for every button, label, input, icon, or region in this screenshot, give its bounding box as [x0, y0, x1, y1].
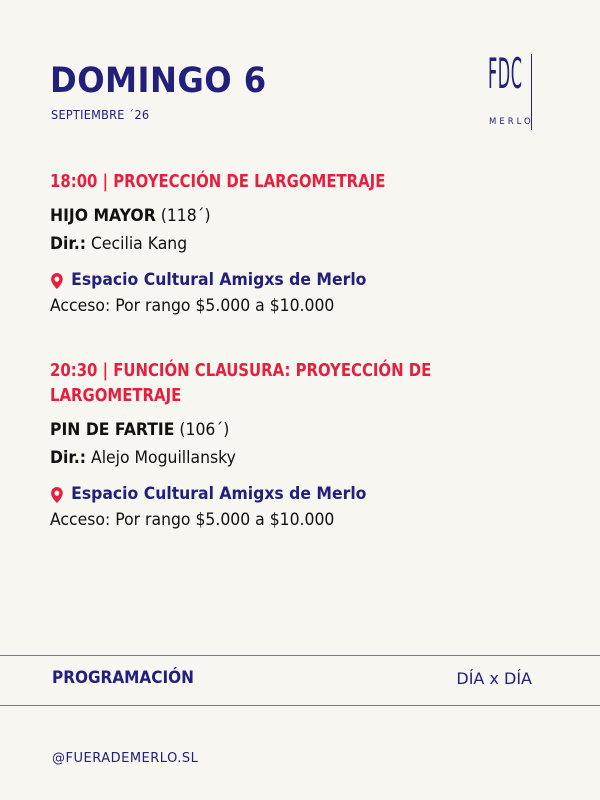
event-2-title: 20:30 | FUNCIÓN CLAUSURA: PROYECCIÓN DE LARGOMETRAJE — [50, 360, 432, 406]
event-2-director: Alejo Moguillansky — [90, 448, 236, 468]
location-pin-icon — [50, 271, 64, 289]
event-1-access-price: Por rango $5.000 a $10.000 — [115, 296, 335, 316]
event-2-access-label: Acceso: — [50, 510, 111, 530]
event-1-duration: (118´) — [160, 206, 211, 226]
event-1-director: Cecilia Kang — [90, 234, 188, 254]
event-2-access-price: Por rango $5.000 a $10.000 — [115, 510, 335, 530]
social-handle: @FUERADEMERLO.SL — [52, 751, 199, 766]
footer-bottom-divider — [0, 705, 600, 706]
footer-dia-x-dia: DÍA x DÍA — [456, 669, 532, 688]
event-2-director-label: Dir.: — [50, 448, 87, 468]
location-pin-icon — [50, 485, 64, 503]
event-1-director-label: Dir.: — [50, 234, 87, 254]
event-2-duration: (106´) — [179, 420, 230, 440]
event-1-director-row — [50, 230, 510, 258]
event-1-film — [50, 202, 510, 230]
event-2 — [50, 358, 550, 534]
event-1-venue-name: Espacio Cultural Amigxs de Merlo — [71, 270, 367, 290]
event-1-access-label: Acceso: — [50, 296, 111, 316]
footer-programacion: PROGRAMACIÓN — [52, 668, 194, 688]
day-month: SEPTIEMBRE ´26 — [51, 107, 150, 122]
logo-main-text: FDC — [488, 49, 523, 99]
event-1-film-title: HIJO MAYOR — [50, 206, 156, 226]
day-title: DOMINGO 6 — [50, 61, 267, 101]
festival-logo — [486, 49, 534, 130]
logo-sub-text: MERLO — [489, 117, 534, 127]
event-2-access — [50, 506, 510, 534]
event-2-film — [50, 416, 510, 444]
event-1-venue — [50, 266, 510, 294]
event-1-access — [50, 292, 510, 320]
footer-top-divider — [0, 655, 600, 656]
event-1-title: 18:00 | PROYECCIÓN DE LARGOMETRAJE — [50, 171, 386, 192]
event-2-film-title: PIN DE FARTIE — [50, 420, 175, 440]
event-2-director-row — [50, 444, 510, 472]
event-1 — [50, 169, 550, 320]
event-2-venue — [50, 480, 510, 508]
event-2-venue-name: Espacio Cultural Amigxs de Merlo — [71, 484, 367, 504]
